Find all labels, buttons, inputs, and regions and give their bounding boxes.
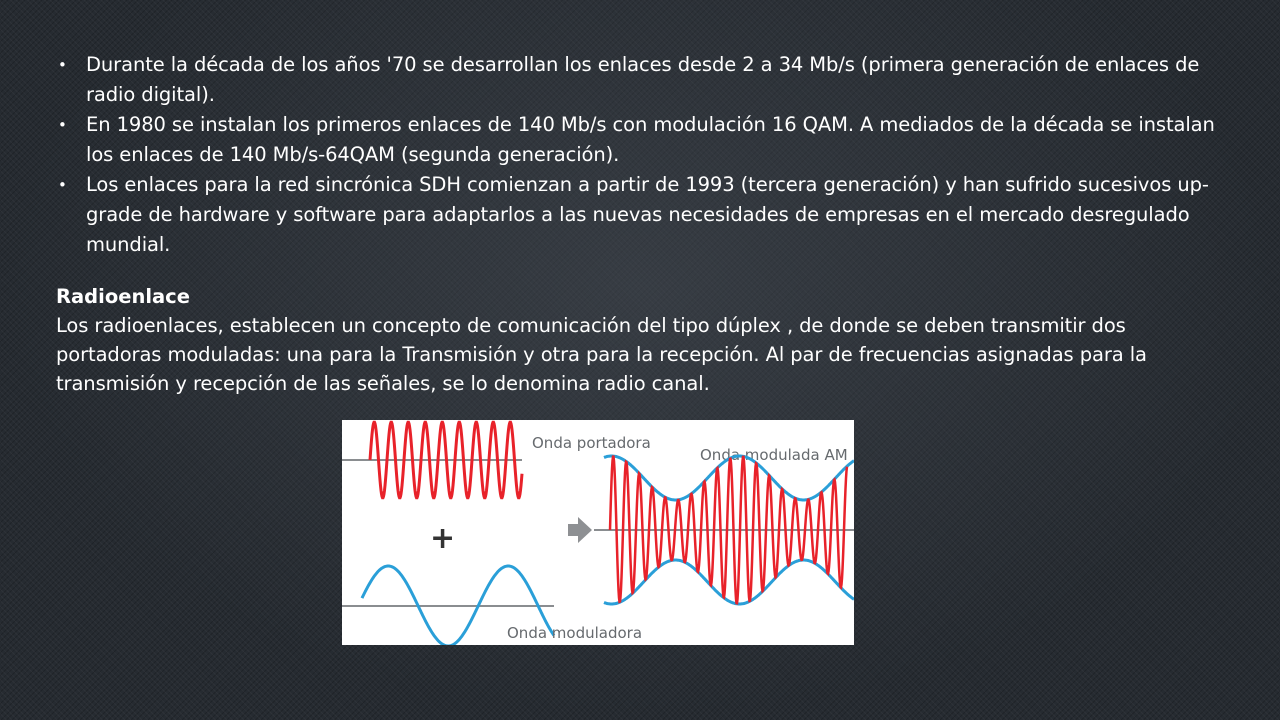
modulator-label: Onda moduladora — [507, 624, 643, 642]
section-heading: Radioenlace — [56, 285, 190, 308]
bullet-item — [56, 50, 1236, 110]
modulated-label: Onda modulada AM — [700, 446, 848, 464]
am-modulation-diagram — [342, 420, 854, 645]
section-paragraph: Los radioenlaces, establecen un concepto de comunicación del tipo dúplex , de donde se deben transmitir dos portadoras moduladas: una para la Transmisión y otra para la recepción. Al par de frecuencias asignadas para la transmisión y recepción de las señales, se lo denomina radio canal. — [56, 314, 1147, 395]
bullet-text: Los enlaces para la red sincrónica SDH comienzan a partir de 1993 (tercera generación) y han sufrido sucesivos up-grade de hardware y software para adaptarlos a las nuevas necesidades de empresas en el mercado desregulado mundial. — [86, 173, 1209, 256]
bullet-text: En 1980 se instalan los primeros enlaces de 140 Mb/s con modulación 16 QAM. A mediados de la década se instalan los enlaces de 140 Mb/s-64QAM (segunda generación). — [86, 113, 1215, 166]
bullet-item — [56, 170, 1236, 260]
bullet-icon: • — [58, 56, 67, 74]
plus-icon: + — [430, 521, 456, 556]
bullet-list — [56, 50, 1236, 260]
radioenlace-section — [56, 283, 1236, 398]
carrier-label: Onda portadora — [532, 434, 651, 452]
bullet-icon: • — [58, 176, 67, 194]
bullet-icon: • — [58, 116, 67, 134]
bullet-item — [56, 110, 1236, 170]
bullet-text: Durante la década de los años '70 se desarrollan los enlaces desde 2 a 34 Mb/s (primera generación de enlaces de radio digital). — [86, 53, 1200, 106]
envelope-lower — [604, 560, 854, 604]
arrow-right-icon — [568, 517, 592, 543]
